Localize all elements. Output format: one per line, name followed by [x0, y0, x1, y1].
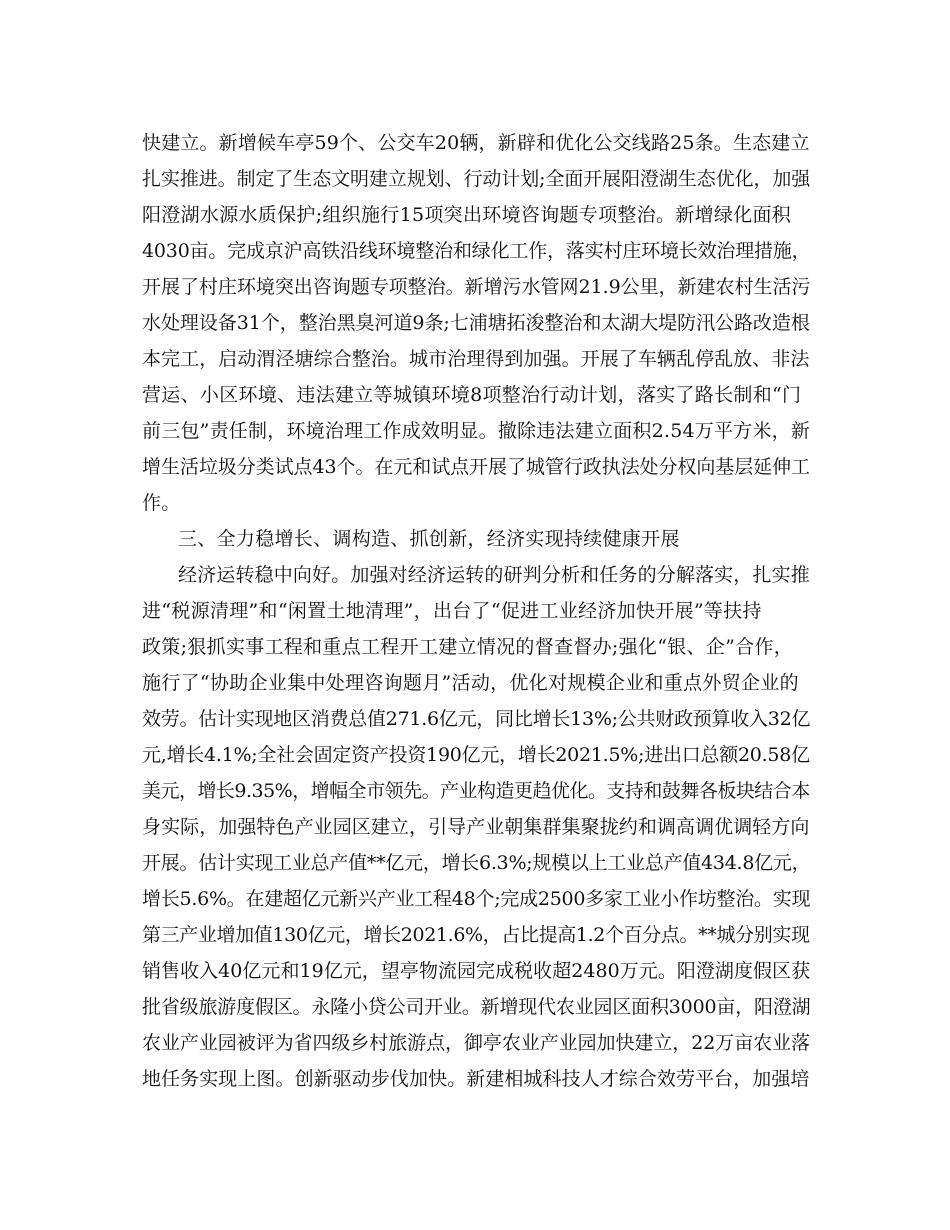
paragraph-2-line: 经济运转稳中向好。加强对经济运转的研判分析和任务的分解落实，扎实推: [178, 564, 810, 586]
paragraph-2-line: 地任务实现上图。创新驱动步伐加快。新建相城科技人才综合效劳平台，加强培: [142, 1068, 810, 1090]
paragraph-2-line: 第三产业增加值130亿元，增长2021.6%，占比提高1.2个百分点。**城分别实现: [142, 924, 810, 946]
paragraph-1-line: 营运、小区环境、违法建立等城镇环境8项整治行动计划，落实了路长制和“门: [142, 384, 802, 406]
paragraph-2-line: 效劳。估计实现地区消费总值271.6亿元，同比增长13%;公共财政预算收入32亿: [142, 708, 811, 730]
paragraph-1-line: 阳澄湖水源水质保护;组织施行15项突出环境咨询题专项整治。新增绿化面积: [142, 204, 792, 226]
paragraph-2-line: 政策;狠抓实事工程和重点工程开工建立情况的督查督办;强化“银、企”合作，: [142, 636, 794, 658]
paragraph-2-line: 身实际，加强特色产业园区建立，引导产业朝集群集聚拢约和调高调优调轻方向: [142, 816, 810, 838]
paragraph-2-line: 批省级旅游度假区。永隆小贷公司开业。新增现代农业园区面积3000亩，阳澄湖: [142, 996, 811, 1018]
paragraph-2-line: 增长5.6%。在建超亿元新兴产业工程48个;完成2500多家工业小作坊整治。实现: [142, 888, 811, 910]
paragraph-1-line: 扎实推进。制定了生态文明建立规划、行动计划;全面开展阳澄湖生态优化，加强: [142, 168, 811, 190]
paragraph-2-line: 开展。估计实现工业总产值**亿元，增长6.3%;规模以上工业总产值434.8亿元，: [142, 852, 811, 874]
paragraph-2-line: 进“税源清理”和“闲置土地清理”，出台了“促进工业经济加快开展”等扶持: [142, 600, 762, 622]
paragraph-1-line: 前三包”责任制，环境治理工作成效明显。撤除违法建立面积2.54万平方米，新: [142, 420, 811, 442]
paragraph-2-line: 美元，增长9.35%，增幅全市领先。产业构造更趋优化。支持和鼓舞各板块结合本: [142, 780, 810, 802]
paragraph-1-line: 4030亩。完成京沪高铁沿线环境整治和绿化工作，落实村庄环境长效治理措施，: [142, 240, 811, 262]
section-heading: 三、全力稳增长、调构造、抓创新，经济实现持续健康开展: [178, 528, 680, 550]
paragraph-1-line: 作。: [142, 492, 181, 514]
paragraph-2-line: 农业产业园被评为省四级乡村旅游点，御亭农业产业园加快建立，22万亩农业落: [142, 1032, 810, 1054]
paragraph-1-line: 开展了村庄环境突出咨询题专项整治。新增污水管网21.9公里，新建农村生活污: [142, 276, 811, 298]
paragraph-1-line: 水处理设备31个，整治黑臭河道9条;七浦塘拓浚整治和太湖大堤防汛公路改造根: [142, 312, 810, 334]
paragraph-2-line: 元,增长4.1%;全社会固定资产投资190亿元，增长2021.5%;进出口总额20.58亿: [142, 744, 810, 766]
paragraph-2-line: 销售收入40亿元和19亿元，望亭物流园完成税收超2480万元。阳澄湖度假区获: [142, 960, 811, 982]
paragraph-1-line: 本完工，启动渭泾塘综合整治。城市治理得到加强。开展了车辆乱停乱放、非法: [142, 348, 810, 370]
paragraph-1-line: 快建立。新增候车亭59个、公交车20辆，新辟和优化公交线路25条。生态建立: [142, 132, 810, 154]
paragraph-1-line: 增生活垃圾分类试点43个。在元和试点开展了城管行政执法处分权向基层延伸工: [142, 456, 810, 478]
paragraph-2-line: 施行了“协助企业集中处理咨询题月”活动，优化对规模企业和重点外贸企业的: [142, 672, 799, 694]
